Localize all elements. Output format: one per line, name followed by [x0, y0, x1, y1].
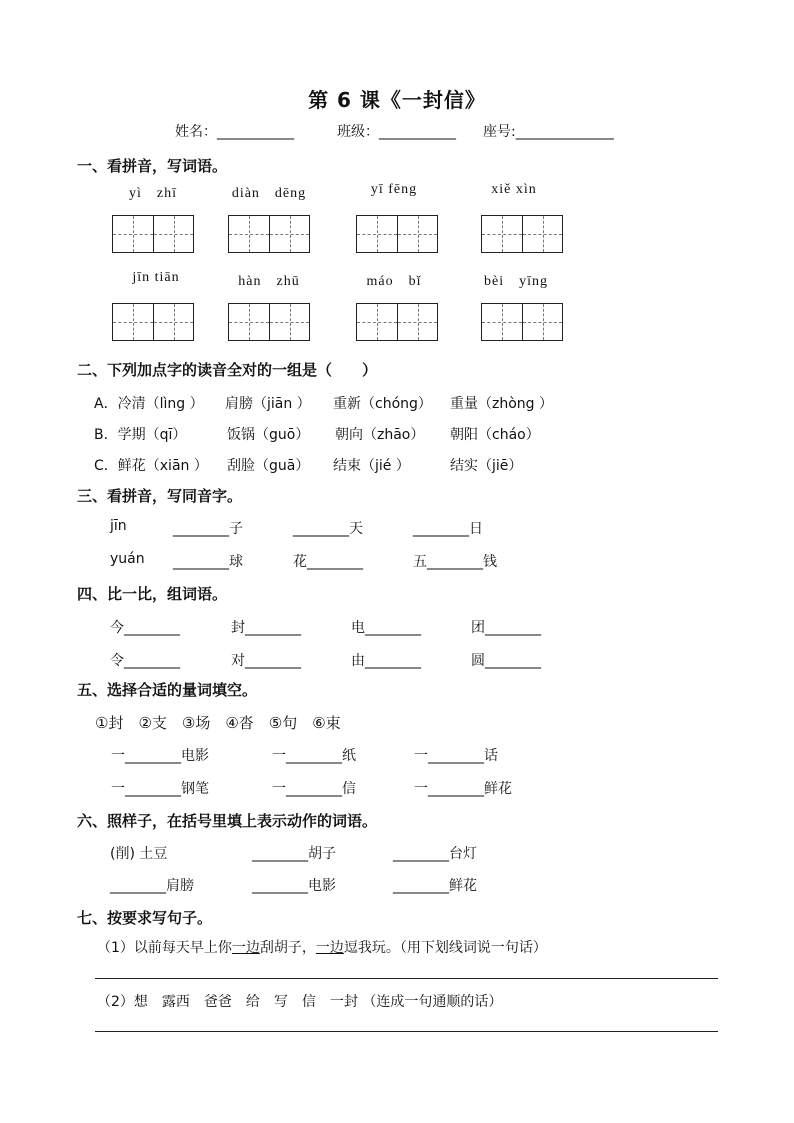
choice-a-item: A．冷清（lìng ）: [94, 396, 204, 412]
pinyin-label: hàn zhū: [238, 274, 300, 289]
choice-b-item: B．学期（qī）: [94, 427, 187, 443]
fill-blank[interactable]: ________台灯: [393, 846, 477, 862]
measure-word-options: ①封 ②支 ③场 ④沓 ⑤句 ⑥束: [95, 714, 341, 732]
choice-b-item: 朝阳（cháo）: [450, 427, 540, 443]
fill-blank[interactable]: 令________: [110, 653, 180, 669]
fill-blank[interactable]: ________子: [173, 521, 243, 537]
fill-blank[interactable]: 团________: [471, 620, 541, 636]
pinyin-label: yuán: [110, 551, 145, 567]
fill-blank[interactable]: 圆________: [471, 653, 541, 669]
choice-c-item: 刮脸（guā）: [227, 458, 310, 474]
fill-blank[interactable]: 今________: [110, 620, 180, 636]
fill-blank[interactable]: 一________鲜花: [414, 781, 512, 797]
fill-blank[interactable]: 对________: [231, 653, 301, 669]
fill-blank[interactable]: ________电影: [252, 878, 336, 894]
writing-grid[interactable]: [112, 215, 194, 253]
name-field[interactable]: 姓名：___________: [175, 124, 294, 140]
question-text: 逗我玩。（用下划线词说一句话）: [343, 940, 547, 956]
choice-c-item: 结束（jié ）: [333, 458, 410, 474]
writing-grid[interactable]: [112, 303, 194, 341]
fill-blank[interactable]: 五________钱: [413, 554, 497, 570]
pinyin-label: xiě xìn: [491, 182, 537, 197]
question-text: 刮胡子，: [259, 940, 316, 956]
choice-c-item: 结实（jiē）: [450, 458, 523, 474]
fill-blank[interactable]: 由________: [351, 653, 421, 669]
fill-blank[interactable]: ________球: [173, 554, 243, 570]
fill-blank[interactable]: 封________: [231, 620, 301, 636]
section-6-heading: 六、照样子，在括号里填上表示动作的词语。: [77, 812, 378, 830]
pinyin-label: jīn: [110, 518, 127, 534]
section-2-heading: 二、下列加点字的读音全对的一组是（ ）: [77, 361, 378, 379]
section-3-heading: 三、看拼音，写同音字。: [77, 487, 243, 505]
writing-grid[interactable]: [481, 215, 563, 253]
writing-grid[interactable]: [228, 215, 310, 253]
fill-blank[interactable]: ________鲜花: [393, 878, 477, 894]
fill-blank[interactable]: 一________纸: [272, 748, 356, 764]
answer-line[interactable]: [95, 1031, 718, 1032]
fill-blank[interactable]: ________日: [413, 521, 483, 537]
section-1-heading: 一、看拼音，写词语。: [77, 157, 228, 175]
writing-grid[interactable]: [356, 303, 438, 341]
choice-a-item: 重新（chóng）: [333, 396, 432, 412]
class-field[interactable]: 班级：___________: [337, 124, 456, 140]
pinyin-label: jīn tiān: [132, 270, 180, 285]
choice-b-item: 朝向（zhāo）: [335, 427, 425, 443]
fill-blank[interactable]: 一________钢笔: [111, 781, 209, 797]
example-item: (削) 土豆: [110, 846, 168, 862]
writing-grid[interactable]: [356, 215, 438, 253]
choice-a-item: 肩膀（jiān ）: [225, 396, 311, 412]
fill-blank[interactable]: ________天: [293, 521, 363, 537]
choice-c-item: C．鲜花（xiān ）: [94, 458, 208, 474]
choice-a-item: 重量（zhòng ）: [450, 396, 553, 412]
fill-blank[interactable]: 一________话: [414, 748, 498, 764]
fill-blank[interactable]: ________肩膀: [110, 878, 194, 894]
section-4-heading: 四、比一比，组词语。: [77, 585, 228, 603]
question-7-1: [97, 937, 547, 957]
pinyin-label: diàn dēng: [231, 186, 307, 201]
pinyin-label: yì zhī: [129, 186, 177, 201]
question-text: （1）以前每天早上你: [97, 940, 232, 956]
pinyin-label: bèi yīng: [484, 274, 548, 289]
seat-field[interactable]: 座号:______________: [483, 124, 614, 140]
fill-blank[interactable]: 一________电影: [111, 748, 209, 764]
section-5-heading: 五、选择合适的量词填空。: [77, 681, 258, 699]
pinyin-label: yī fēng: [370, 182, 418, 197]
fill-blank[interactable]: 花________: [293, 554, 363, 570]
pinyin-label: máo bǐ: [366, 274, 422, 289]
writing-grid[interactable]: [481, 303, 563, 341]
page-title: 第 6 课《一封信》: [308, 88, 486, 112]
underlined-word: 一边: [231, 940, 260, 956]
writing-grid[interactable]: [228, 303, 310, 341]
section-7-heading: 七、按要求写句子。: [77, 909, 213, 927]
fill-blank[interactable]: 一________信: [272, 781, 356, 797]
fill-blank[interactable]: ________胡子: [252, 846, 336, 862]
fill-blank[interactable]: 电________: [351, 620, 421, 636]
underlined-word: 一边: [315, 940, 344, 956]
answer-line[interactable]: [95, 978, 718, 979]
question-7-2: （2）想 露西 爸爸 给 写 信 一封 （连成一句通顺的话）: [97, 994, 503, 1010]
choice-b-item: 饭锅（guō）: [227, 427, 310, 443]
